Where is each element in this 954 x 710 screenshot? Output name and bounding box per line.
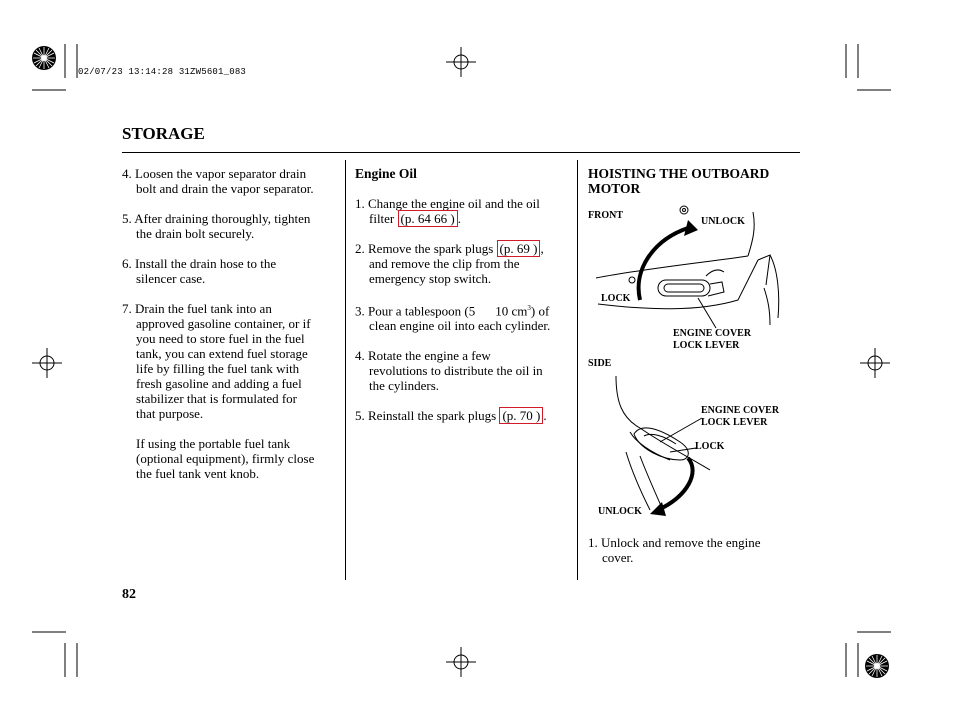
label-lock-side: LOCK	[695, 441, 725, 452]
list-item: 7. Drain the fuel tank into an approved gasoline container, or if you need to store fuel in the fuel tank, you can extend fuel storage life by filling the fuel tank with fresh gasoline and adding a fuel stabilizer that is formulated for that purpose.	[122, 301, 311, 421]
starburst-mark-bottom-right	[864, 653, 890, 679]
list-item: 4. Loosen the vapor separator drain bolt and drain the vapor separator.	[122, 166, 314, 196]
registration-target-left	[32, 348, 62, 378]
page-ref-link-64-66[interactable]: (p. 64 66 )	[398, 210, 458, 227]
list-item: 6. Install the drain hose to the silencer case.	[122, 256, 277, 286]
registration-target-right	[860, 348, 890, 378]
page-ref-link-69[interactable]: (p. 69 )	[497, 240, 541, 257]
registration-target-bottom	[446, 647, 476, 677]
list-item: 1. Change the engine oil and the oil filter (p. 64 66 ) .	[355, 196, 540, 226]
label-unlock-side: UNLOCK	[598, 506, 642, 517]
hoisting-step-1: 1. Unlock and remove the engine cover.	[588, 535, 761, 565]
label-lever-side: ENGINE COVER LOCK LEVER	[701, 405, 780, 428]
list-item: 5. After draining thoroughly, tighten the drain bolt securely.	[122, 211, 311, 241]
fuel-tank-note: If using the portable fuel tank (optional equipment), firmly close the fuel tank vent knob.	[136, 436, 315, 481]
column-divider-2	[577, 160, 578, 580]
title-rule	[122, 152, 800, 153]
list-item: 2. Remove the spark plugs (p. 69 ) , and remove the clip from the emergency stop switch.	[355, 241, 544, 286]
engine-oil-heading: Engine Oil	[355, 166, 417, 181]
page-ref-link-70[interactable]: (p. 70 )	[499, 407, 543, 424]
label-lock-front: LOCK	[601, 293, 631, 304]
column-divider-1	[345, 160, 346, 580]
column-2	[355, 166, 573, 423]
label-unlock-front: UNLOCK	[701, 216, 745, 227]
list-item: 4. Rotate the engine a few revolutions to distribute the oil in the cylinders.	[355, 348, 543, 394]
column-1	[122, 166, 340, 481]
print-timestamp: 02/07/23 13:14:28 31ZW5601_083	[78, 67, 247, 77]
hoisting-heading: HOISTING THE OUTBOARD MOTOR	[588, 166, 770, 196]
section-title: STORAGE	[122, 124, 205, 143]
label-side: SIDE	[588, 358, 612, 369]
label-lever-front: ENGINE COVER LOCK LEVER	[673, 328, 752, 351]
list-item: 5. Reinstall the spark plugs (p. 70 ) .	[355, 408, 547, 424]
registration-target-top	[446, 47, 476, 77]
label-front: FRONT	[588, 210, 623, 221]
list-item: 3. Pour a tablespoon (5 10 $cm^3$) of clean engine oil into each cylinder.	[355, 303, 551, 334]
starburst-mark-top-left	[31, 45, 57, 71]
page-number: 82	[122, 587, 136, 602]
